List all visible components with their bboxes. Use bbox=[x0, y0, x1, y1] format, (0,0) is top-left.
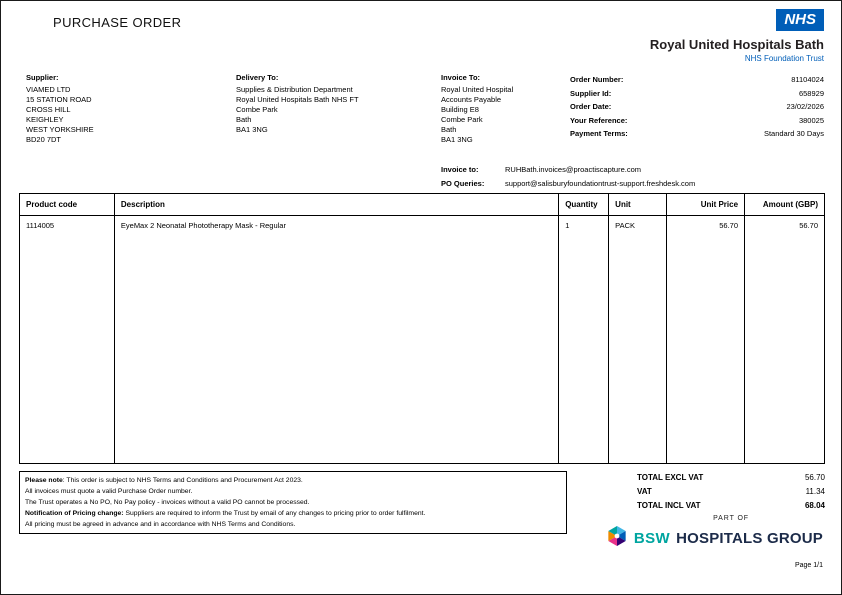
address-line: Bath bbox=[441, 125, 457, 134]
col-header-amount: Amount (GBP) bbox=[745, 194, 825, 216]
your-reference-row bbox=[570, 114, 824, 128]
order-number-label: Order Number: bbox=[570, 75, 624, 84]
your-reference-value: 380025 bbox=[798, 115, 824, 125]
order-meta-block bbox=[570, 73, 824, 141]
supplier-id-value: 658929 bbox=[798, 88, 824, 98]
address-line: Royal United Hospital bbox=[441, 85, 514, 94]
bsw-wordmark: BSW bbox=[633, 530, 671, 547]
invoice-email-label: Invoice to: bbox=[441, 165, 479, 174]
total-excl-vat-row bbox=[637, 471, 825, 485]
po-queries-row bbox=[441, 177, 695, 191]
bsw-hexagon-icon bbox=[606, 525, 628, 552]
note-text: Suppliers are required to inform the Trust by email of any changes to pricing prior to order fulfilment. bbox=[123, 510, 426, 517]
page-number: Page 1/1 bbox=[794, 562, 823, 569]
invoice-email-row bbox=[441, 163, 695, 177]
address-line: Supplies & Distribution Department bbox=[236, 85, 353, 94]
address-line: Bath bbox=[236, 115, 252, 124]
address-line: CROSS HILL bbox=[26, 105, 71, 114]
address-line: WEST YORKSHIRE bbox=[26, 125, 94, 134]
org-subtitle: NHS Foundation Trust bbox=[744, 54, 824, 63]
order-number-value: 81104024 bbox=[791, 75, 824, 84]
note-bold: Please note bbox=[25, 477, 63, 484]
supplier-id-row bbox=[570, 87, 824, 101]
col-header-unit-price: Unit Price bbox=[667, 194, 745, 216]
cell-description: EyeMax 2 Neonatal Phototherapy Mask - Regular bbox=[114, 216, 558, 464]
address-line: Combe Park bbox=[236, 105, 278, 114]
cell-product-code: 1114005 bbox=[20, 216, 115, 464]
po-queries-email: support@salisburyfoundationtrust-support.freshdesk.com bbox=[505, 179, 696, 188]
col-header-unit: Unit bbox=[609, 194, 667, 216]
line-items-table bbox=[19, 193, 825, 464]
total-excl-vat-label: TOTAL EXCL VAT bbox=[637, 473, 704, 482]
payment-terms-row bbox=[570, 127, 824, 141]
nhs-logo: NHS bbox=[776, 9, 824, 31]
delivery-label: Delivery To: bbox=[236, 73, 279, 82]
col-header-description: Description bbox=[114, 194, 558, 216]
contact-block bbox=[441, 163, 695, 191]
total-incl-vat-value: 68.04 bbox=[804, 501, 825, 510]
note-line: The Trust operates a No PO, No Pay policy - invoices without a valid PO cannot be processed. bbox=[25, 499, 310, 506]
cell-unit-price: 56.70 bbox=[667, 216, 745, 464]
invoice-to-block bbox=[441, 73, 561, 145]
address-line: 15 STATION ROAD bbox=[26, 95, 92, 104]
address-line: Royal United Hospitals Bath NHS FT bbox=[236, 95, 359, 104]
terms-notes-box bbox=[19, 471, 567, 534]
address-line: Accounts Payable bbox=[441, 95, 502, 104]
total-incl-vat-label: TOTAL INCL VAT bbox=[637, 501, 701, 510]
note-line bbox=[25, 475, 561, 486]
order-date-row bbox=[570, 100, 824, 114]
vat-value: 11.34 bbox=[805, 487, 825, 496]
address-line: BD20 7DT bbox=[26, 135, 62, 144]
address-line: BA1 3NG bbox=[236, 125, 268, 134]
note-bold: Notification of Pricing change: bbox=[25, 510, 124, 517]
invoice-email: RUHBath.invoices@proactiscapture.com bbox=[505, 165, 641, 174]
col-header-quantity: Quantity bbox=[559, 194, 609, 216]
address-line: KEIGHLEY bbox=[26, 115, 64, 124]
address-line: Building E8 bbox=[441, 105, 479, 114]
po-queries-label: PO Queries: bbox=[441, 179, 485, 188]
vat-label: VAT bbox=[637, 487, 652, 496]
brand-block bbox=[650, 9, 824, 63]
col-header-product-code: Product code bbox=[20, 194, 115, 216]
cell-unit: PACK bbox=[609, 216, 667, 464]
cell-amount: 56.70 bbox=[745, 216, 825, 464]
address-line: VIAMED LTD bbox=[26, 85, 71, 94]
supplier-label: Supplier: bbox=[26, 73, 59, 82]
payment-terms-label: Payment Terms: bbox=[570, 129, 628, 139]
table-row bbox=[20, 216, 825, 464]
note-line: All invoices must quote a valid Purchase Order number. bbox=[25, 488, 193, 495]
order-date-value: 23/02/2026 bbox=[786, 102, 824, 112]
note-line: All pricing must be agreed in advance and in accordance with NHS Terms and Conditions. bbox=[25, 521, 296, 528]
supplier-id-label: Supplier Id: bbox=[570, 88, 612, 98]
bsw-logo bbox=[606, 525, 823, 552]
total-incl-vat-row bbox=[637, 499, 825, 513]
address-line: BA1 3NG bbox=[441, 135, 473, 144]
invoice-to-label: Invoice To: bbox=[441, 73, 481, 82]
payment-terms-value: Standard 30 Days bbox=[763, 129, 824, 139]
part-of-label: PART OF bbox=[713, 515, 749, 522]
note-text: : This order is subject to NHS Terms and Conditions and Procurement Act 2023. bbox=[62, 477, 303, 484]
vat-row bbox=[637, 485, 825, 499]
total-excl-vat-value: 56.70 bbox=[804, 473, 825, 482]
org-name: Royal United Hospitals Bath bbox=[649, 37, 824, 52]
order-date-label: Order Date: bbox=[570, 102, 612, 112]
totals-block bbox=[637, 471, 825, 513]
page-title: PURCHASE ORDER bbox=[53, 15, 182, 30]
order-number-row bbox=[570, 73, 824, 87]
delivery-block bbox=[236, 73, 426, 135]
cell-quantity: 1 bbox=[559, 216, 609, 464]
hospitals-group-wordmark: HOSPITALS GROUP bbox=[676, 530, 823, 547]
your-reference-label: Your Reference: bbox=[570, 115, 628, 125]
table-header-row bbox=[20, 194, 825, 216]
note-line bbox=[25, 508, 561, 519]
address-line: Combe Park bbox=[441, 115, 483, 124]
supplier-block bbox=[26, 73, 206, 145]
